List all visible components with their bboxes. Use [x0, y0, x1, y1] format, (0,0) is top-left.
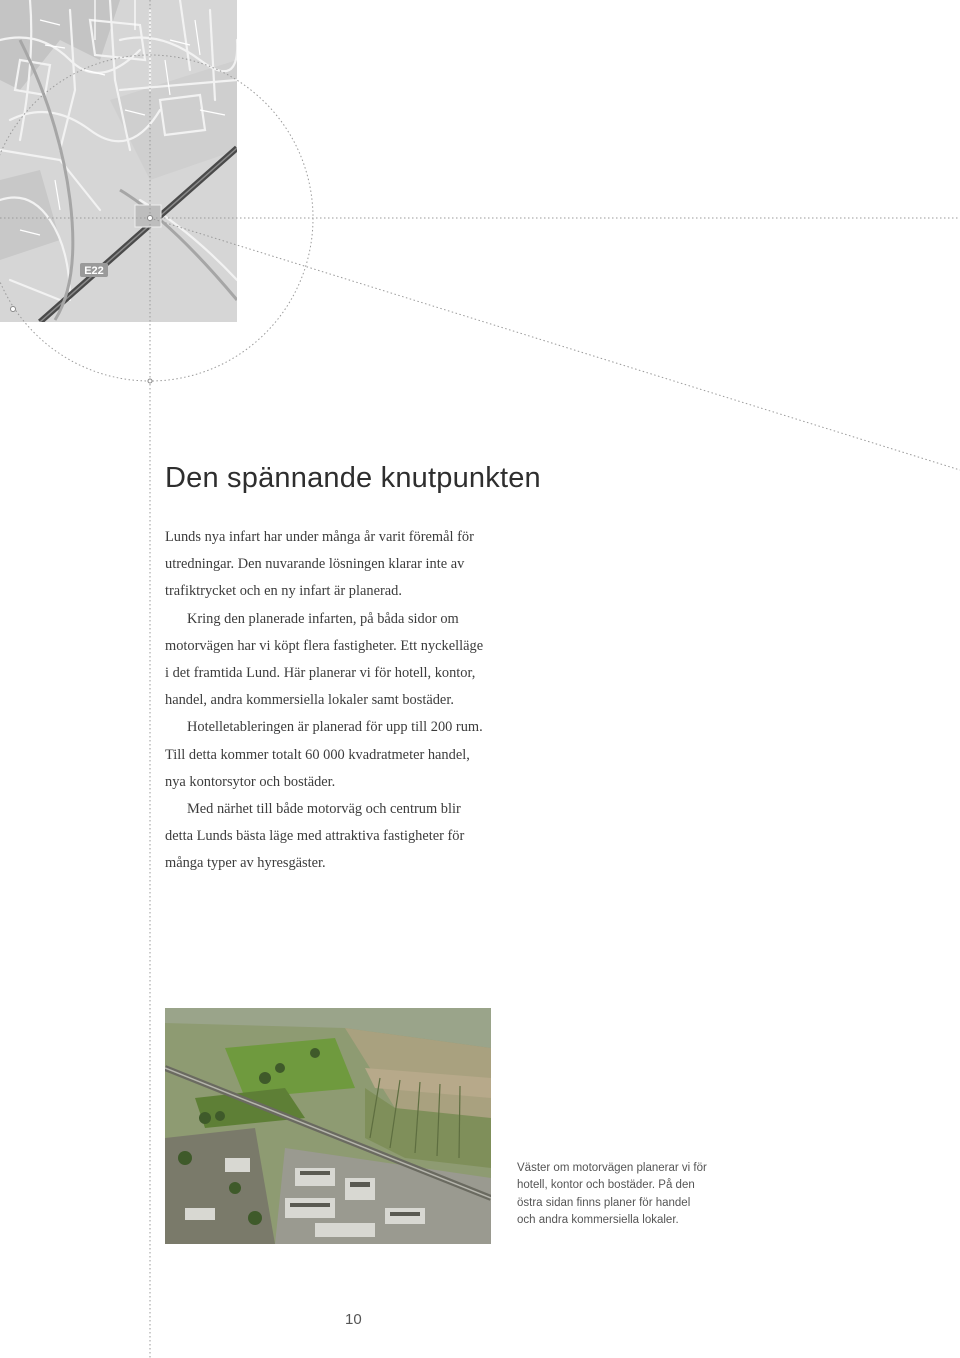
page-number: 10 — [345, 1311, 362, 1328]
paragraph-1 — [165, 524, 485, 606]
caption-line: och andra kommersiella lokaler. — [517, 1213, 679, 1226]
page-title: Den spännande knutpunkten — [165, 462, 541, 494]
text-line: trafiktrycket och en ny infart är planerad. — [165, 583, 402, 600]
aerial-photo-graphic — [165, 1008, 491, 1244]
photo-caption — [517, 1160, 722, 1229]
caption-line: östra sidan finns planer för handel — [517, 1196, 691, 1209]
text-line: många typer av hyresgäster. — [165, 855, 326, 872]
text-line: i det framtida Lund. Här planerar vi för hotell, kontor, — [165, 665, 476, 682]
article-body — [165, 524, 485, 878]
text-line: handel, andra kommersiella lokaler samt bostäder. — [165, 692, 454, 709]
text-line: utredningar. Den nuvarande lösningen klarar inte av — [165, 556, 465, 573]
text-line: nya kontorsytor och bostäder. — [165, 773, 336, 790]
text-line: Till detta kommer totalt 60 000 kvadratmeter handel, — [165, 746, 470, 763]
text-line: Med närhet till både motorväg och centrum blir — [187, 801, 461, 818]
text-line: Kring den planerade infarten, på båda sidor om — [187, 610, 459, 627]
text-line: detta Lunds bästa läge med attraktiva fastigheter för — [165, 828, 465, 845]
paragraph-2 — [165, 606, 485, 715]
text-line: Lunds nya infart har under många år varit föremål för — [165, 529, 474, 545]
caption-line: hotell, kontor och bostäder. På den — [517, 1179, 695, 1192]
paragraph-3 — [165, 714, 485, 796]
text-line: Hotelletableringen är planerad för upp till 200 rum. — [187, 719, 483, 736]
road-label: E22 — [84, 265, 104, 277]
text-line: motorvägen har vi köpt flera fastigheter. Ett nyckelläge — [165, 637, 484, 654]
aerial-photo — [165, 1008, 491, 1244]
caption-line: Väster om motorvägen planerar vi för — [517, 1162, 707, 1174]
paragraph-4 — [165, 796, 485, 878]
